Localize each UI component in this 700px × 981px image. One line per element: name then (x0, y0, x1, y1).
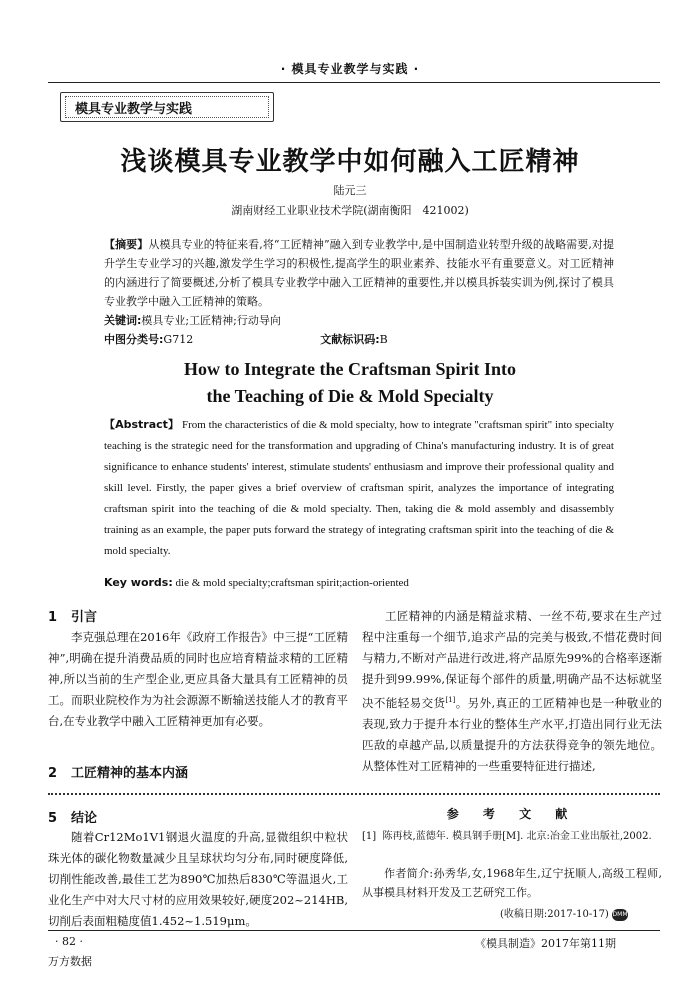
section-5-heading (48, 807, 97, 826)
section-1-title: 引言 (71, 610, 98, 625)
affiliation: 湖南财经工业职业技术学院(湖南衡阳 421002) (231, 204, 469, 217)
keywords-cn-text: 模具专业;工匠精神;行动导向 (141, 314, 281, 327)
page-number: · 82 · (55, 935, 83, 948)
keywords-en-text: die & mold specialty;craftsman spirit;action-oriented (175, 577, 409, 589)
section-label-box (60, 92, 274, 122)
page-title-en-line1: How to Integrate the Craftsman Spirit Into (184, 359, 516, 379)
journal-info: 《模具制造》2017年第11期 (475, 937, 616, 950)
section-5-body (48, 827, 348, 932)
section-1-body (48, 627, 348, 732)
footer-rule (48, 930, 660, 931)
craftsman-spirit-text-continued: 。另外,真正的工匠精神也是一种敬业的表现,致力于提升本行业的整体生产水平,打造出同行业无法匹敌的卓越产品,以质量提升的方法获得竞争的领先地位。从整体性对工匠精神的一些重要特征进行描述, (362, 695, 663, 773)
references-title: 参 考 文 献 (446, 807, 578, 821)
clc-value: G712 (163, 333, 194, 346)
citation-1: [1] (445, 696, 456, 704)
craftsman-spirit-paragraph (362, 606, 662, 777)
section-5-title: 结论 (71, 811, 98, 826)
classification-line (104, 330, 614, 349)
author: 陆元三 (333, 184, 367, 197)
abstract-en-text: From the characteristics of die & mold specialty, how to integrate "craftsman spirit" into specialty teaching is the strategic need for the transformation and upgrading of China's manufacturing industry. It is of great significance to enhance students' interest, stimulate students' enthusiasm and improve their professional quality and skill level. Firstly, the paper gives a brief overview of craftsman spirit, analyzes the importance of integrating craftsman spirit into the teaching of die & mold specialty. Then, taking die & mold assembly and disassembly training as an example, the paper puts forward the strategy of integrating craftsman spirit into the teaching of die & mold specialty. (104, 419, 614, 557)
abstract-cn-text: 从模具专业的特征来看,将“工匠精神”融入到专业教学中,是中国制造业转型升级的战略需要,对提升学生专业学习的兴趣,激发学生学习的积极性,提高学生的职业素养、技能水平有重要意义。对工匠精神的内涵进行了简要概述,分析了模具专业教学中融入工匠精神的重要性,并以模具拆装实训为例,探讨了模具专业教学中融入工匠精神的策略。 (104, 238, 615, 308)
section-1-heading (48, 606, 97, 625)
page-title-en-line2: the Teaching of Die & Mold Specialty (206, 386, 494, 406)
doc-code-value: B (379, 333, 388, 346)
keywords-en-label: Key words: (104, 576, 173, 589)
page-title-cn: 浅谈模具专业教学中如何融入工匠精神 (120, 147, 580, 177)
received-date-text: (收稿日期:2017-10-17) (500, 909, 609, 920)
section-1-paragraph: 李克强总理在2016年《政府工作报告》中三提“工匠精神”,明确在提升消费品质的同时也应培育精益求精的工匠精神,所以当前的生产型企业,更应具备大量具有工匠精神的员工。而职业院校作为为社会源源不断输送技能人才的教育平台,在专业教学中融入工匠精神更加有必要。 (48, 630, 348, 728)
author-bio (362, 864, 662, 902)
section-2-number: 2 (48, 766, 58, 781)
clc-label: 中图分类号: (104, 333, 164, 346)
abstract-en (104, 414, 614, 562)
dmm-logo-icon: DMM (612, 909, 628, 921)
running-header: · 模具专业教学与实践 · (280, 62, 420, 76)
watermark: 万方数据 (48, 955, 92, 968)
reference-item (362, 828, 662, 846)
section-label: 模具专业教学与实践 (75, 102, 193, 117)
right-column-body (362, 606, 662, 777)
abstract-cn (104, 235, 614, 311)
section-5-number: 5 (48, 811, 58, 826)
reference-label: [1] (362, 831, 377, 842)
section-2-title: 工匠精神的基本内涵 (71, 766, 189, 781)
keywords-en (104, 572, 614, 594)
abstract-en-label: 【Abstract】 (104, 418, 180, 431)
keywords-cn-label: 关键词: (104, 314, 142, 327)
author-bio-text: 作者简介:孙秀华,女,1968年生,辽宁抚顺人,高级工程师,从事模具材料开发及工艺研究工作。 (362, 867, 662, 899)
craftsman-spirit-text: 工匠精神的内涵是精益求精、一丝不苟,要求在生产过程中注重每一个细节,追求产品的完美与极致,不惜花费时间与精力,不断对产品进行改进,将产品原先99%的合格率逐渐提升到99.99%,保证每个部件的质量,明确产品不达标就坚决不能轻易交货 (362, 609, 662, 710)
doc-code-label: 文献标识码: (320, 333, 380, 346)
reference-text: 陈再枝,蓝德年. 模具钢手册[M]. 北京:冶金工业出版社,2002. (382, 831, 652, 842)
section-2-heading (48, 762, 188, 781)
section-5-paragraph: 随着Cr12Mo1V1钢退火温度的升高,显微组织中粒状珠光体的碳化物数量减少且呈球状均匀分布,同时硬度降低,切削性能改善,最佳工艺为890℃加热后830℃等温退火,工业化生产中对大尺寸材的应用效果较好,硬度202~214HB,切削后表面粗糙度值1.452~1.519μm。 (48, 830, 348, 928)
section-break-rule (48, 793, 660, 795)
section-1-number: 1 (48, 610, 58, 625)
abstract-cn-label: 【摘要】 (104, 238, 149, 251)
keywords-cn (104, 311, 614, 330)
received-date (500, 905, 628, 921)
header-rule (48, 82, 660, 83)
